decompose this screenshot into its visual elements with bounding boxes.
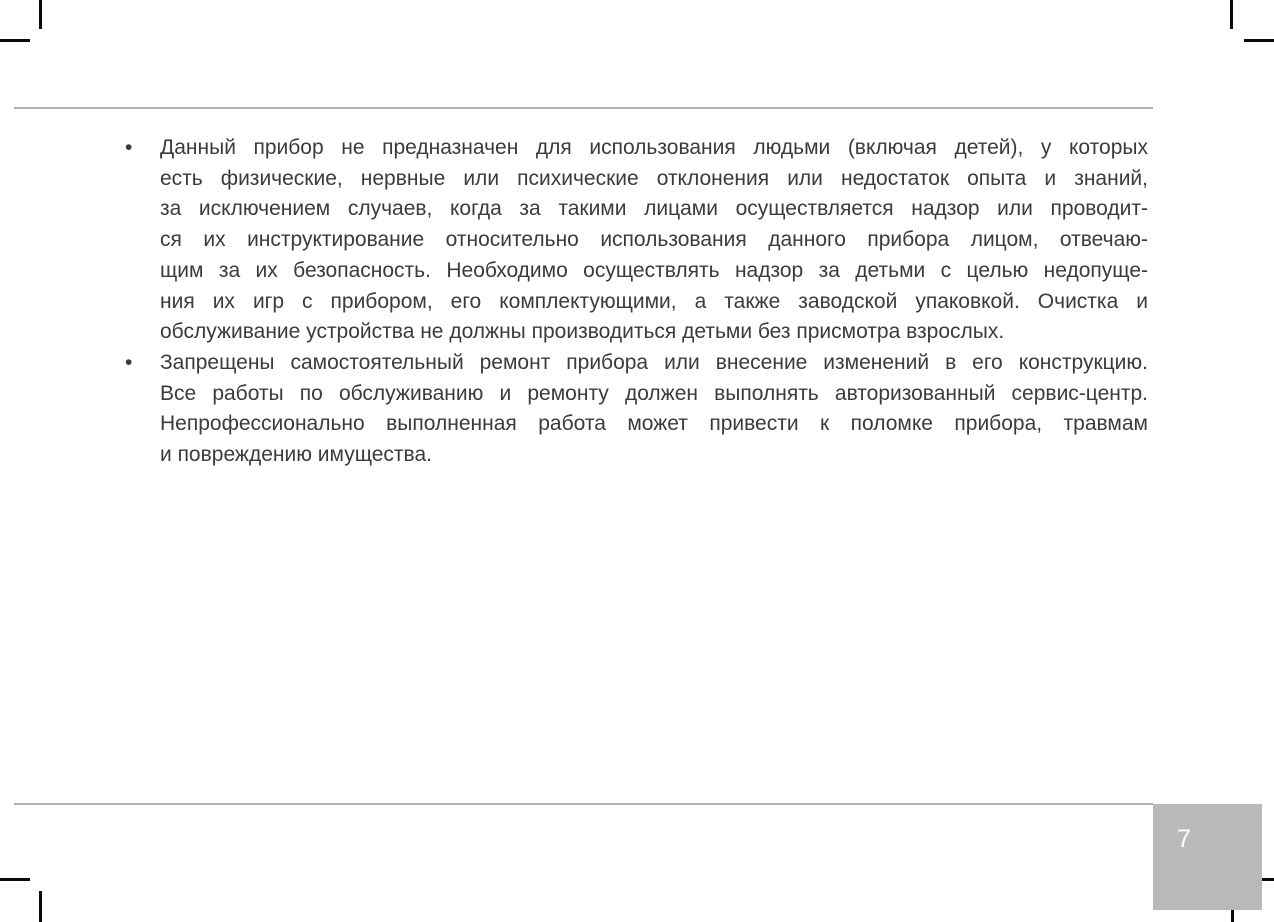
bullet-icon: • [125,350,133,374]
text-line: Данный прибор не предназначен для использования людьми (включая детей), у которых [160,136,1148,159]
text-line: ся их инструктирование относительно использования данного прибора лицом, отвечаю- [160,228,1148,252]
text-line: Все работы по обслуживанию и ремонту должен выполнять авторизованный сервис-центр. [160,381,1148,405]
bullet-item [125,348,1148,471]
text-line: щим за их безопасность. Необходимо осуществлять надзор за детьми с целью недопуще- [160,258,1148,282]
bullet-item [125,133,1148,348]
page-number-box [1153,804,1262,910]
crop-mark-top-left-horizontal [0,39,30,42]
page-number: 7 [1177,825,1191,853]
text-line: ния их игр с прибором, его комплектующими, а также заводской упаковкой. Очистка и [160,289,1148,313]
bullet-lines [160,348,1148,471]
crop-mark-top-right-vertical [1230,0,1233,29]
bullet-lines [160,133,1148,348]
text-line: есть физические, нервные или психические отклонения или недостаток опыта и знаний, [160,166,1148,190]
crop-mark-top-left-vertical [39,0,42,29]
text-line: Запрещены самостоятельный ремонт прибора или внесение изменений в его конструкцию. [160,350,1148,374]
crop-mark-bottom-left-vertical [39,891,42,922]
top-rule [14,107,1153,109]
bullet-icon: • [125,136,133,159]
text-line: за исключением случаев, когда за такими лицами осуществляется надзор или проводит- [160,197,1148,221]
text-line: обслуживание устройства не должны производиться детьми без присмотра взрослых. [160,320,1005,344]
crop-mark-bottom-left-horizontal [0,878,30,881]
text-line: Непрофессионально выполненная работа может привести к поломке прибора, травмам [160,412,1148,436]
bottom-rule [14,803,1153,805]
text-line: и повреждению имущества. [160,443,432,467]
crop-mark-top-right-horizontal [1244,39,1274,42]
bullet-list [125,133,1148,471]
